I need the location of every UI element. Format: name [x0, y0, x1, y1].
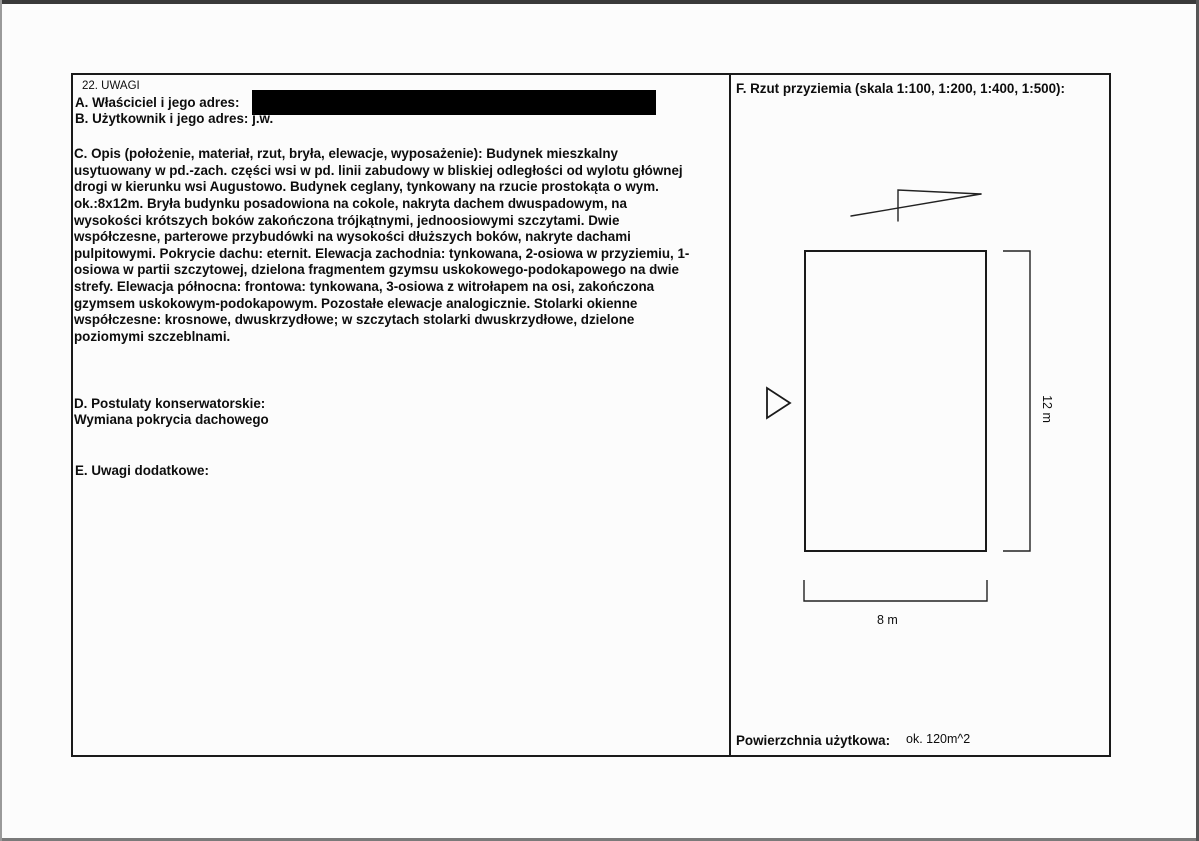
description-line: poziomymi szczeblnami. — [74, 329, 231, 345]
description-line: usytuowany w pd.-zach. części wsi w pd. linii zabudowy w bliskiej odległości od wylotu głównej — [74, 162, 683, 178]
description-line: współczesne, parterowe przybudówki na wysokości dłuższych boków, nakryte dachami — [74, 229, 631, 245]
description-line: osiowa w partii szczytowej, dzielona fragmentem gzymsu uskokowego-podokapowego na dwie — [74, 262, 679, 278]
owner-label: A. Właściciel i jego adres: — [75, 95, 240, 110]
height-dimension — [1033, 395, 1061, 423]
height-dimension-label: 12 m — [1040, 395, 1054, 423]
description-line: ok.:8x12m. Bryła budynku posadowiona na cokole, nakryta dachem dwuspadowym, na — [74, 195, 627, 211]
width-dimension-label: 8 m — [877, 613, 898, 627]
postulates-text: Wymiana pokrycia dachowego — [74, 412, 269, 427]
north-arrow-icon — [851, 190, 981, 221]
user-label: B. Użytkownik i jego adres: j.w. — [75, 111, 274, 126]
description-line: wysokości krótszych boków zakończona trójkątnymi, jednoosiowymi szczytami. Dwie — [74, 212, 620, 228]
plan-title: F. Rzut przyziemia (skala 1:100, 1:200, 1:400, 1:500): — [736, 81, 1065, 96]
description-line: drogi w kierunku wsi Augustowo. Budynek ceglany, tynkowany na rzucie prostokąta o wym. — [74, 179, 659, 195]
width-dimension-bracket — [804, 580, 987, 601]
postulates-label: D. Postulaty konserwatorskie: — [74, 396, 266, 411]
additional-remarks-label: E. Uwagi dodatkowe: — [75, 463, 209, 478]
height-dimension-bracket — [1003, 251, 1030, 551]
section-title: 22. UWAGI — [82, 80, 140, 92]
entrance-marker-icon — [767, 388, 790, 418]
description-line: C. Opis (położenie, materiał, rzut, bryła, elewacje, wyposażenie): Budynek mieszkalny — [74, 146, 618, 161]
description-line: gzymsem uskokowym-podokapowym. Pozostałe elewacje analogicznie. Stolarki okienne — [74, 295, 638, 311]
description-line: współczesne: krosnowe, dwuskrzydłowe; w szczytach stolarki dwuskrzydłowe, dzielone — [74, 312, 635, 328]
description-line: pulpitowymi. Pokrycie dachu: eternit. Elewacja zachodnia: tynkowana, 2-osiowa w przyziemiu, 1- — [74, 245, 690, 261]
usable-area-label: Powierzchnia użytkowa: — [736, 733, 891, 748]
building-footprint — [805, 251, 986, 551]
description-line: strefy. Elewacja północna: frontowa: tynkowana, 3-osiowa z witrołapem na osi, zakończona — [74, 279, 655, 295]
usable-area-value: ok. 120m^2 — [906, 732, 971, 746]
